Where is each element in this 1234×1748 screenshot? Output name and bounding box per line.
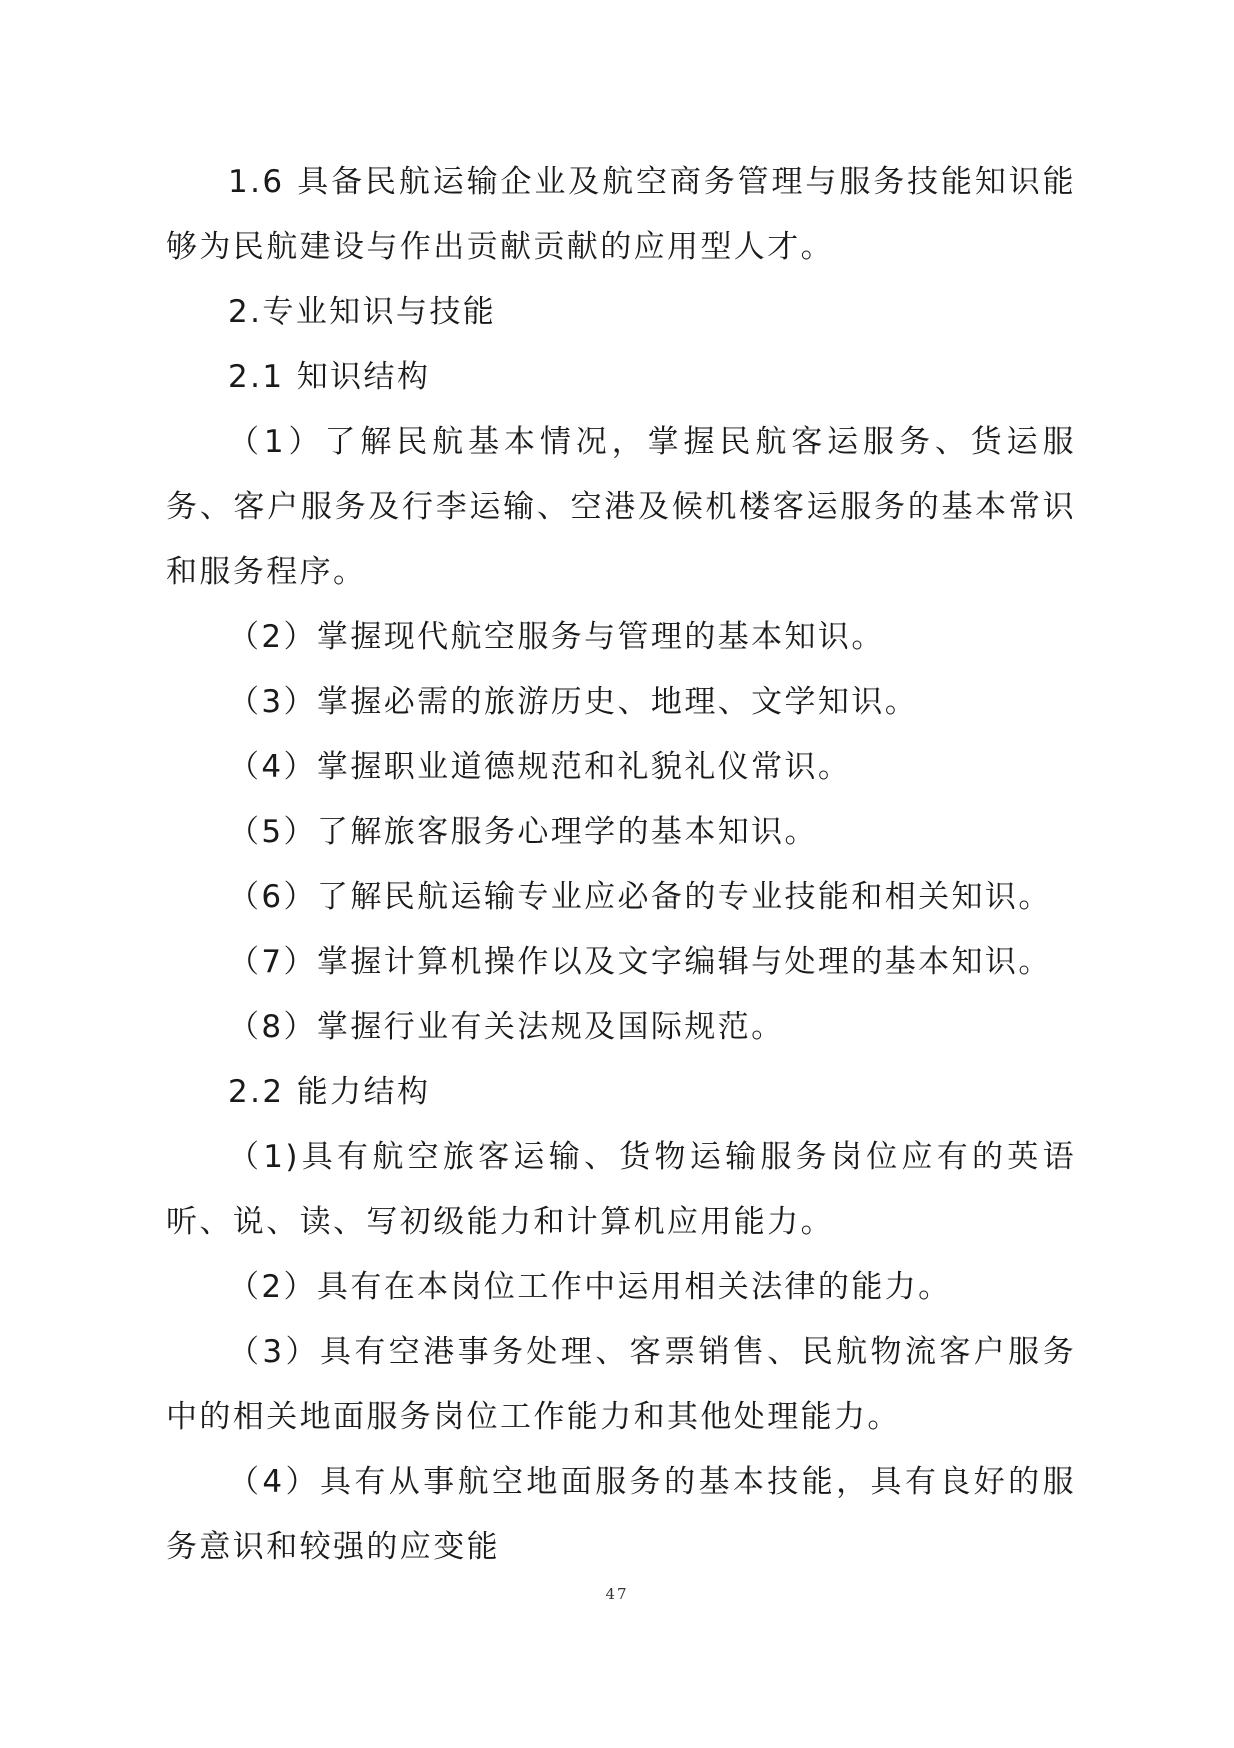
knowledge-item-6: （6）了解民航运输专业应必备的专业技能和相关知识。: [228, 879, 1052, 915]
page-body: [166, 150, 1076, 1580]
ability-item-3: （3）具有空港事务处理、客票销售、民航物流客户服务中的相关地面服务岗位工作能力和其他处理能力。: [166, 1334, 1076, 1435]
knowledge-item-5: （5）了解旅客服务心理学的基本知识。: [228, 814, 818, 850]
ability-item-2: （2）具有在本岗位工作中运用相关法律的能力。: [228, 1269, 952, 1305]
paragraph-1-6-talent-goal: 1.6 具备民航运输企业及航空商务管理与服务技能知识能够为民航建设与作出贡献贡献的应用型人才。: [166, 164, 1076, 265]
ability-item-1: （1)具有航空旅客运输、货物运输服务岗位应有的英语听、说、读、写初级能力和计算机应用能力。: [166, 1139, 1076, 1240]
knowledge-item-7: （7）掌握计算机操作以及文字编辑与处理的基本知识。: [228, 944, 1052, 980]
heading-knowledge-structure: 2.1 知识结构: [228, 359, 431, 395]
ability-item-4: （4）具有从事航空地面服务的基本技能，具有良好的服务意识和较强的应变能: [166, 1464, 1076, 1565]
heading-professional-knowledge-skills: 2.专业知识与技能: [228, 294, 497, 330]
knowledge-item-1: （1）了解民航基本情况，掌握民航客运服务、货运服务、客户服务及行李运输、空港及候机楼客运服务的基本常识和服务程序。: [166, 424, 1076, 590]
knowledge-item-2: （2）掌握现代航空服务与管理的基本知识。: [228, 619, 885, 655]
page-number: 47: [605, 1585, 629, 1603]
knowledge-item-8: （8）掌握行业有关法规及国际规范。: [228, 1009, 785, 1045]
knowledge-item-4: （4）掌握职业道德规范和礼貌礼仪常识。: [228, 749, 852, 785]
heading-ability-structure: 2.2 能力结构: [228, 1074, 431, 1110]
knowledge-item-3: （3）掌握必需的旅游历史、地理、文学知识。: [228, 684, 919, 720]
